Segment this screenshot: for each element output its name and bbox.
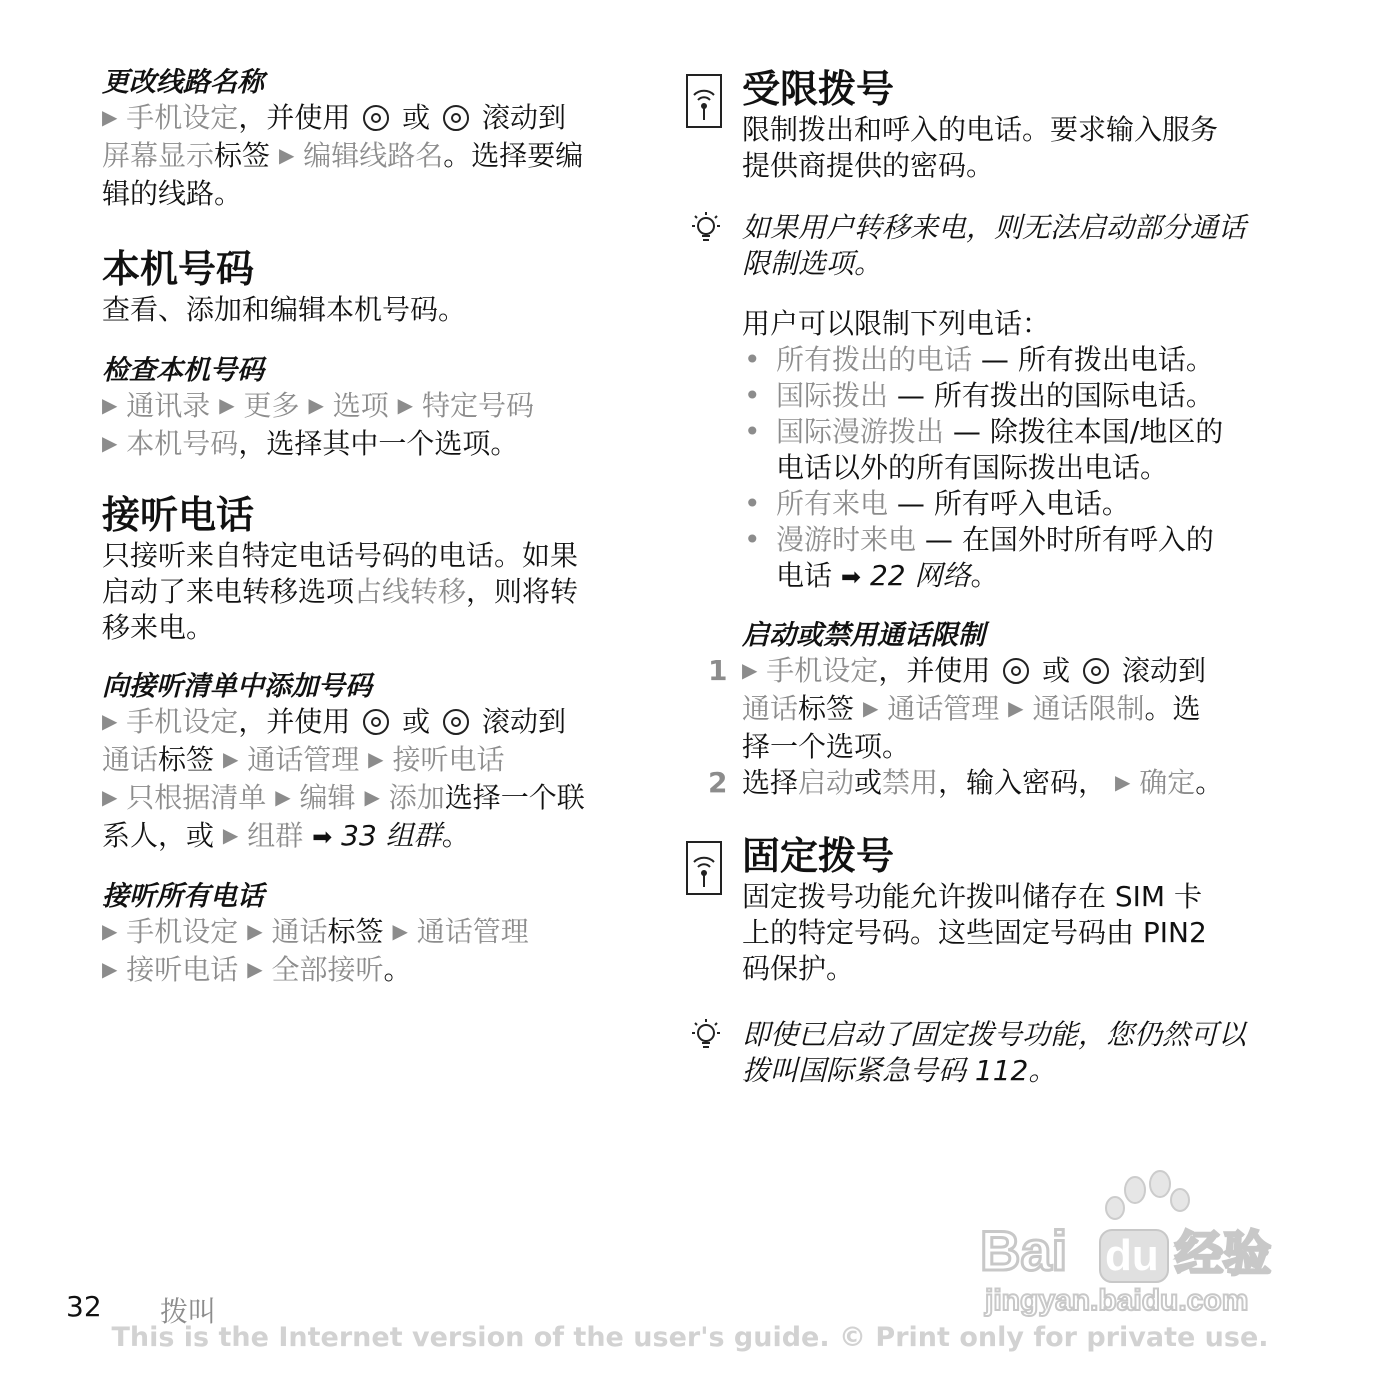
tip-line: 如果用户转移来电，则无法启动部分通话 xyxy=(742,211,1247,244)
heading-my-numbers: 本机号码 xyxy=(102,247,255,291)
section-check-my-numbers xyxy=(102,354,662,464)
tip-line: 拨叫国际紧急号码 112。 xyxy=(742,1054,1057,1087)
heading-accept-calls: 接听电话 xyxy=(102,493,255,537)
play-triangle-icon: ▶ xyxy=(275,785,291,809)
scroll-wheel-icon xyxy=(443,105,469,131)
scroll-wheel-icon xyxy=(1003,658,1029,684)
network-service-icon xyxy=(686,74,722,128)
section-accept-calls xyxy=(102,492,662,646)
instruction-line: ▶ 手机设定，并使用 或 滚动到 xyxy=(102,705,566,738)
body-line: 固定拨号功能允许拨叫储存在 SIM 卡 xyxy=(742,880,1202,913)
play-triangle-icon: ▶ xyxy=(862,696,879,720)
section-description: 查看、添加和编辑本机号码。 xyxy=(102,293,467,326)
section-my-numbers xyxy=(102,246,662,328)
svg-text:jingyan.baidu.com: jingyan.baidu.com xyxy=(985,1284,1249,1317)
instruction-line: 系人，或 ▶ 组群 ➡ 33 组群。 xyxy=(102,819,470,852)
heading-toggle-restriction: 启动或禁用通话限制 xyxy=(742,620,985,651)
play-triangle-icon: ▶ xyxy=(247,919,263,943)
play-triangle-icon: ▶ xyxy=(1114,770,1131,794)
left-column xyxy=(102,66,662,990)
scroll-wheel-icon xyxy=(1083,658,1109,684)
play-triangle-icon: ▶ xyxy=(278,143,295,167)
play-triangle-icon: ▶ xyxy=(247,957,263,981)
tip-note xyxy=(742,210,1302,282)
body-line: 只接听来自特定电话号码的电话。如果 xyxy=(102,539,579,572)
play-triangle-icon: ▶ xyxy=(222,823,239,847)
scroll-wheel-icon xyxy=(363,105,389,131)
heading-add-to-accept-list: 向接听清单中添加号码 xyxy=(102,671,372,702)
body-line: 启动了来电转移选项占线转移，则将转 xyxy=(102,575,579,608)
section-fixed-dialing xyxy=(742,833,1302,987)
play-triangle-icon: ▶ xyxy=(102,709,118,733)
section-accept-all-calls xyxy=(102,880,662,990)
copyright-note: This is the Internet version of the user's guide. © Print only for private use. xyxy=(111,1322,1269,1353)
instruction-line: ▶ 通讯录 ▶ 更多 ▶ 选项 ▶ 特定号码 xyxy=(102,389,534,422)
play-triangle-icon: ▶ xyxy=(1008,696,1024,720)
heading-check-my-numbers: 检查本机号码 xyxy=(102,355,264,386)
body-line: 上的特定号码。这些固定号码由 PIN2 xyxy=(742,916,1207,949)
instruction-line: ▶ 手机设定 ▶ 通话标签 ▶ 通话管理 xyxy=(102,915,529,948)
list-intro: 用户可以限制下列电话： xyxy=(742,307,1051,340)
list-item: • 所有拨出的电话 — 所有拨出电话。 xyxy=(744,343,1214,376)
instruction-line: 屏幕显示标签 ▶ 编辑线路名。选择要编 xyxy=(102,139,584,172)
play-triangle-icon: ▶ xyxy=(364,785,380,809)
body-line: 码保护。 xyxy=(742,952,855,985)
tip-line: 限制选项。 xyxy=(742,247,883,280)
play-triangle-icon: ▶ xyxy=(222,747,239,771)
page-number: 32 xyxy=(66,1290,102,1323)
play-triangle-icon: ▶ xyxy=(102,919,118,943)
list-item: • 国际拨出 — 所有拨出的国际电话。 xyxy=(744,379,1214,412)
section-restrict-calls xyxy=(742,66,1302,184)
step-item: 1 ▶ 手机设定，并使用 或 滚动到 通话标签 ▶ 通话管理 ▶ 通话限制。选 择一个选项。 xyxy=(708,654,1206,763)
arrow-right-icon: ➡ xyxy=(840,563,862,591)
body-line: 限制拨出和呼入的电话。要求输入服务 xyxy=(742,113,1219,146)
tip-line: 即使已启动了固定拨号功能，您仍然可以 xyxy=(742,1018,1247,1051)
instruction-line: ▶ 只根据清单 ▶ 编辑 ▶ 添加选择一个联 xyxy=(102,781,585,814)
heading-fixed-dialing: 固定拨号 xyxy=(742,834,895,878)
tip-note xyxy=(742,1017,1302,1089)
list-item: • 所有来电 — 所有呼入电话。 xyxy=(744,487,1130,520)
list-item: • 国际漫游拨出 — 除拨往本国/地区的 电话以外的所有国际拨出电话。 xyxy=(744,415,1224,484)
instruction-line: 通话标签 ▶ 通话管理 ▶ 接听电话 xyxy=(102,743,505,776)
play-triangle-icon: ▶ xyxy=(102,105,118,129)
network-service-icon xyxy=(686,841,722,895)
instruction-line: ▶ 接听电话 ▶ 全部接听。 xyxy=(102,953,412,986)
restriction-list xyxy=(742,342,1302,595)
step-item: 2 选择启动或禁用，输入密码， ▶ 确定。 xyxy=(708,766,1224,799)
section-toggle-restriction xyxy=(708,619,1302,803)
svg-text:Bai: Bai xyxy=(980,1219,1068,1282)
play-triangle-icon: ▶ xyxy=(397,393,414,417)
body-line: 提供商提供的密码。 xyxy=(742,149,995,182)
play-triangle-icon: ▶ xyxy=(742,658,758,682)
play-triangle-icon: ▶ xyxy=(102,957,118,981)
scroll-wheel-icon xyxy=(443,709,469,735)
steps-list xyxy=(708,653,1302,803)
scroll-wheel-icon xyxy=(363,709,389,735)
svg-text:经验: 经验 xyxy=(1175,1226,1272,1282)
lightbulb-icon xyxy=(686,1017,726,1057)
instruction-line: 辑的线路。 xyxy=(102,177,243,210)
section-name: 拨叫 xyxy=(160,1295,217,1328)
play-triangle-icon: ▶ xyxy=(102,393,118,417)
section-add-to-accept-list xyxy=(102,670,662,856)
arrow-right-icon: ➡ xyxy=(312,823,333,851)
body-line: 移来电。 xyxy=(102,611,215,644)
play-triangle-icon: ▶ xyxy=(368,747,384,771)
section-change-line-name xyxy=(102,66,662,212)
heading-restrict-calls: 受限拨号 xyxy=(742,67,895,111)
instruction-line: ▶ 手机设定，并使用 或 滚动到 xyxy=(102,101,566,134)
baidu-watermark-logo xyxy=(975,1170,1305,1320)
play-triangle-icon: ▶ xyxy=(219,393,235,417)
svg-text:du: du xyxy=(1105,1231,1159,1280)
play-triangle-icon: ▶ xyxy=(308,393,324,417)
right-column xyxy=(708,66,1302,1089)
heading-accept-all-calls: 接听所有电话 xyxy=(102,881,264,912)
lightbulb-icon xyxy=(686,210,726,250)
play-triangle-icon: ▶ xyxy=(102,431,118,455)
play-triangle-icon: ▶ xyxy=(102,785,118,809)
list-item: • 漫游时来电 — 在国外时所有呼入的 电话 ➡ 22 网络。 xyxy=(744,523,1214,592)
instruction-line: ▶ 本机号码，选择其中一个选项。 xyxy=(102,427,519,460)
heading-change-line-name: 更改线路名称 xyxy=(102,67,264,98)
play-triangle-icon: ▶ xyxy=(392,919,408,943)
